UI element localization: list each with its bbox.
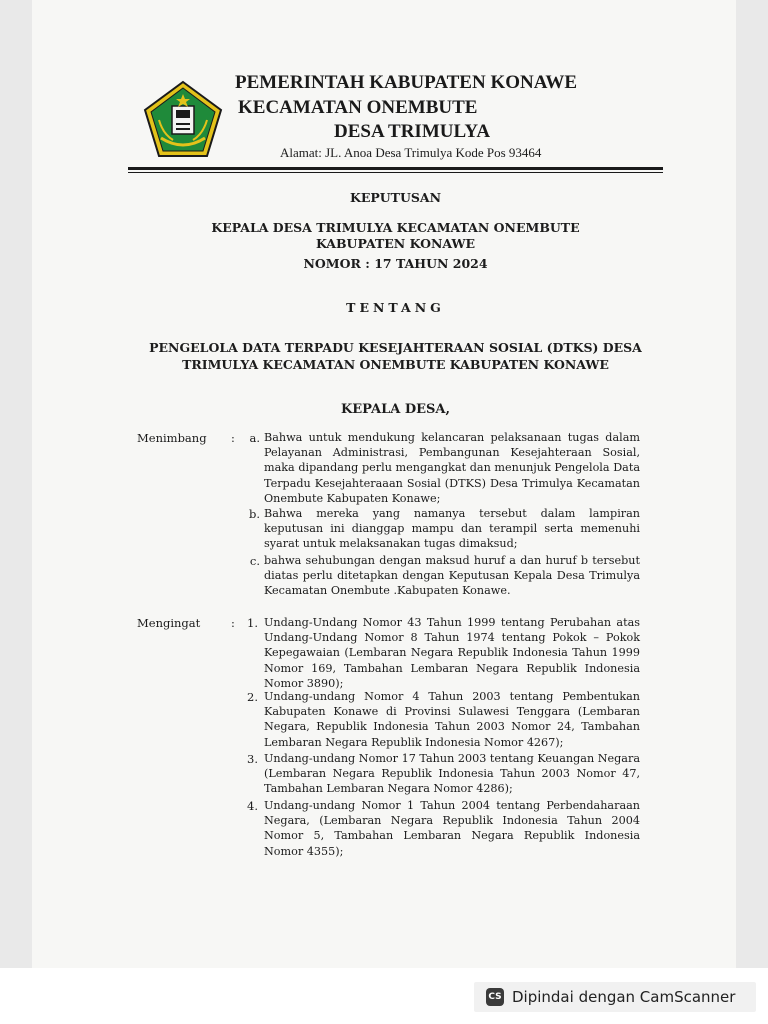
mengingat-marker-2: 2.	[247, 690, 258, 704]
camscanner-text: Dipindai dengan CamScanner	[512, 988, 736, 1006]
mengingat-marker-1: 1.	[247, 616, 258, 630]
menimbang-marker-c: c.	[249, 554, 260, 568]
letterhead-district: KECAMATAN ONEMBUTE	[238, 97, 478, 118]
menimbang-item-b: Bahwa mereka yang namanya tersebut dalam lampiran keputusan ini dianggap mampu dan terampil serta memenuhi syarat untuk melaksanakan tugas dimaksud;	[264, 507, 640, 551]
authority-heading: KEPALA DESA,	[340, 402, 451, 417]
camscanner-logo-icon: CS	[486, 988, 504, 1006]
mengingat-marker-3: 3.	[247, 752, 258, 766]
letterhead-divider-thin	[128, 172, 663, 173]
letterhead-address: Alamat: JL. Anoa Desa Trimulya Kode Pos 93464	[280, 145, 542, 160]
issuer-line-1: KEPALA DESA TRIMULYA KECAMATAN ONEMBUTE	[211, 220, 580, 235]
menimbang-colon: :	[231, 431, 235, 445]
menimbang-label: Menimbang	[137, 431, 207, 445]
document-title: KEPUTUSAN	[349, 190, 442, 205]
mengingat-label: Mengingat	[137, 616, 201, 630]
menimbang-item-c: bahwa sehubungan dengan maksud huruf a dan huruf b tersebut diatas perlu ditetapkan dengan Keputusan Kepala Desa Trimulya Kecamatan Onembute .Kabupaten Konawe.	[264, 554, 640, 598]
letterhead-village: DESA TRIMULYA	[334, 121, 491, 142]
mengingat-marker-4: 4.	[247, 799, 258, 813]
mengingat-colon: :	[231, 616, 235, 630]
issuer-line-2: KABUPATEN KONAWE	[315, 236, 476, 251]
menimbang-item-a: Bahwa untuk mendukung kelancaran pelaksanaan tugas dalam Pelayanan Administrasi, Pembangunan Kesejahteraan Sosial, maka dipandang perlu mengangkat dan menunjuk Pengelola Data Terpadu Kesejahteraaan Sosial (DTKS) Desa Trimulya Kecamatan Onembute Kabupaten Konawe;	[264, 431, 640, 505]
konawe-regency-emblem-icon	[143, 80, 223, 160]
mengingat-item-2: Undang-undang Nomor 4 Tahun 2003 tentang Pembentukan Kabupaten Konawe di Provinsi Sulawesi Tenggara (Lembaran Negara, Republik Indonesia Tahun 2003 Nomor 24, Tambahan Lembaran Negara Republik Indonesia Nomor 4267);	[264, 690, 640, 749]
letterhead-government: PEMERINTAH KABUPATEN KONAWE	[235, 72, 578, 93]
mengingat-item-4: Undang-undang Nomor 1 Tahun 2004 tentang Perbendaharaan Negara, (Lembaran Negara Republik Indonesia Tahun 2004 Nomor 5, Tambahan Lembaran Negara Republik Indonesia Nomor 4355);	[264, 799, 640, 858]
menimbang-marker-b: b.	[248, 507, 260, 521]
mengingat-item-1: Undang-Undang Nomor 43 Tahun 1999 tentang Perubahan atas Undang-Undang Nomor 8 Tahun 1974 tentang Pokok – Pokok Kepegawaian (Lembaran Negara Republik Indonesia Tahun 1999 Nomor 169, Tambahan Lembaran Negara Republik Indonesia Nomor 3890);	[264, 616, 640, 690]
menimbang-marker-a: a.	[249, 431, 260, 445]
mengingat-item-3: Undang-undang Nomor 17 Tahun 2003 tentang Keuangan Negara (Lembaran Negara Republik Indonesia Tahun 2003 Nomor 47, Tambahan Lembaran Negara Nomor 4286);	[264, 752, 640, 796]
camscanner-watermark	[474, 982, 756, 1012]
decree-number: NOMOR : 17 TAHUN 2024	[303, 256, 488, 271]
tentang-heading: TENTANG	[346, 300, 445, 315]
subject-line-1: PENGELOLA DATA TERPADU KESEJAHTERAAN SOSIAL (DTKS) DESA	[149, 340, 642, 355]
subject-line-2: TRIMULYA KECAMATAN ONEMBUTE KABUPATEN KONAWE	[182, 357, 609, 372]
letterhead-divider-thick	[128, 167, 663, 170]
